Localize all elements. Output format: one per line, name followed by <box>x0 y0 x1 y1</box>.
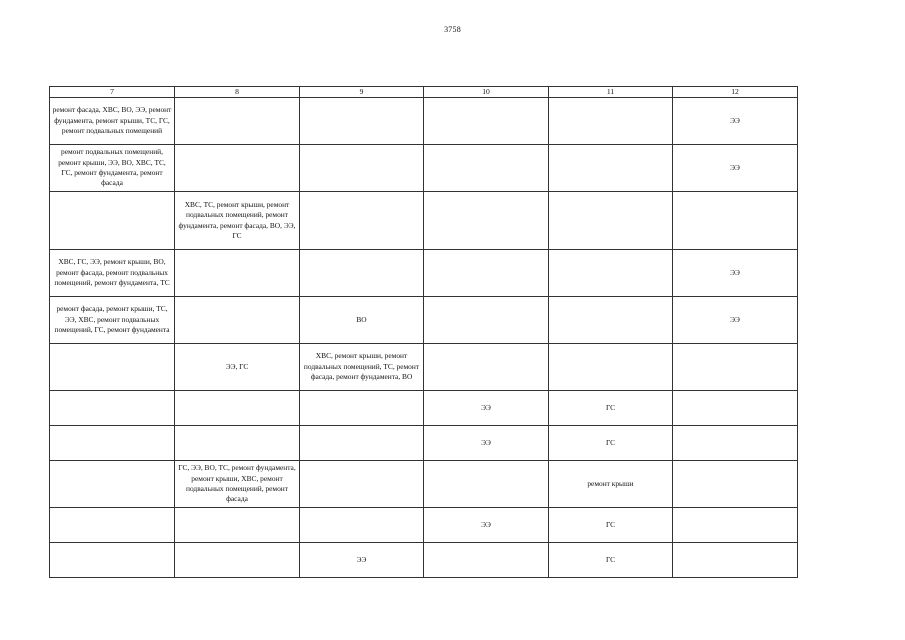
table-cell <box>673 543 798 578</box>
data-table <box>49 86 798 578</box>
table-cell: ремонт фасада, ХВС, ВО, ЭЭ, ремонт фундамента, ремонт крыши, ТС, ГС, ремонт подвальных помещений <box>50 98 175 145</box>
table-cell <box>549 344 673 391</box>
table-cell <box>50 508 175 543</box>
table-row <box>50 98 798 145</box>
table-cell: ремонт крыши <box>549 461 673 508</box>
table-row <box>50 461 798 508</box>
table-cell <box>673 391 798 426</box>
table-cell <box>50 192 175 250</box>
table-cell: ЭЭ, ГС <box>175 344 300 391</box>
table-cell: ЭЭ <box>424 391 549 426</box>
table-row <box>50 543 798 578</box>
table-row <box>50 145 798 192</box>
table-cell: ХВС, ремонт крыши, ремонт подвальных помещений, ТС, ремонт фасада, ремонт фундамента, ВО <box>300 344 424 391</box>
table-cell <box>549 145 673 192</box>
table-cell <box>300 192 424 250</box>
table-cell: ЭЭ <box>673 297 798 344</box>
table-cell <box>549 250 673 297</box>
col-header-7: 7 <box>50 87 175 98</box>
table-cell <box>50 391 175 426</box>
table-row <box>50 508 798 543</box>
table-cell <box>300 391 424 426</box>
table-cell: ремонт подвальных помещений, ремонт крыши, ЭЭ, ВО, ХВС, ТС, ГС, ремонт фундамента, ремонт фасада <box>50 145 175 192</box>
table-cell: ГС <box>549 543 673 578</box>
table-cell <box>424 543 549 578</box>
table-cell <box>300 461 424 508</box>
table-cell: ремонт фасада, ремонт крыши, ТС, ЭЭ, ХВС, ремонт подвальных помещений, ГС, ремонт фундамента <box>50 297 175 344</box>
table-cell: ВО <box>300 297 424 344</box>
table-cell <box>175 145 300 192</box>
table-cell: ЭЭ <box>673 250 798 297</box>
table-cell <box>300 426 424 461</box>
table-cell <box>50 344 175 391</box>
table-cell <box>673 508 798 543</box>
table-cell <box>300 508 424 543</box>
table-cell <box>175 391 300 426</box>
table-cell <box>175 543 300 578</box>
table-row <box>50 250 798 297</box>
table-cell <box>300 145 424 192</box>
table-cell <box>673 461 798 508</box>
table-cell <box>300 250 424 297</box>
table-cell: ГС <box>549 426 673 461</box>
table-cell: ГС <box>549 508 673 543</box>
table-cell: ЭЭ <box>673 145 798 192</box>
table-row <box>50 344 798 391</box>
table-cell: ХВС, ГС, ЭЭ, ремонт крыши, ВО, ремонт фасада, ремонт подвальных помещений, ремонт фундамента, ТС <box>50 250 175 297</box>
header-row <box>50 87 798 98</box>
table-row <box>50 426 798 461</box>
table-cell <box>175 250 300 297</box>
table-cell <box>175 426 300 461</box>
table-cell: ХВС, ТС, ремонт крыши, ремонт подвальных помещений, ремонт фундамента, ремонт фасада, ВО, ЭЭ, ГС <box>175 192 300 250</box>
table-row <box>50 297 798 344</box>
table-cell <box>424 250 549 297</box>
table-cell <box>549 192 673 250</box>
table-cell <box>175 508 300 543</box>
table-cell: ГС, ЭЭ, ВО, ТС, ремонт фундамента, ремонт крыши, ХВС, ремонт подвальных помещений, ремонт фасада <box>175 461 300 508</box>
page-number: 3758 <box>444 25 461 34</box>
table-cell <box>175 98 300 145</box>
table-cell <box>50 426 175 461</box>
table-cell <box>424 461 549 508</box>
table-cell <box>424 98 549 145</box>
table-cell <box>424 297 549 344</box>
col-header-11: 11 <box>549 87 673 98</box>
col-header-12: 12 <box>673 87 798 98</box>
table-row <box>50 192 798 250</box>
table-cell <box>300 98 424 145</box>
table-cell: ЭЭ <box>673 98 798 145</box>
col-header-8: 8 <box>175 87 300 98</box>
table-cell <box>673 426 798 461</box>
table-cell <box>50 461 175 508</box>
table-cell <box>424 344 549 391</box>
table-cell: ЭЭ <box>424 508 549 543</box>
table-cell <box>673 192 798 250</box>
table-row <box>50 391 798 426</box>
table-cell: ЭЭ <box>300 543 424 578</box>
col-header-10: 10 <box>424 87 549 98</box>
table-cell: ЭЭ <box>424 426 549 461</box>
table-cell <box>549 297 673 344</box>
table-cell <box>549 98 673 145</box>
col-header-9: 9 <box>300 87 424 98</box>
table-cell <box>424 192 549 250</box>
table-cell <box>175 297 300 344</box>
table-cell: ГС <box>549 391 673 426</box>
table-cell <box>424 145 549 192</box>
table-cell <box>673 344 798 391</box>
table-cell <box>50 543 175 578</box>
